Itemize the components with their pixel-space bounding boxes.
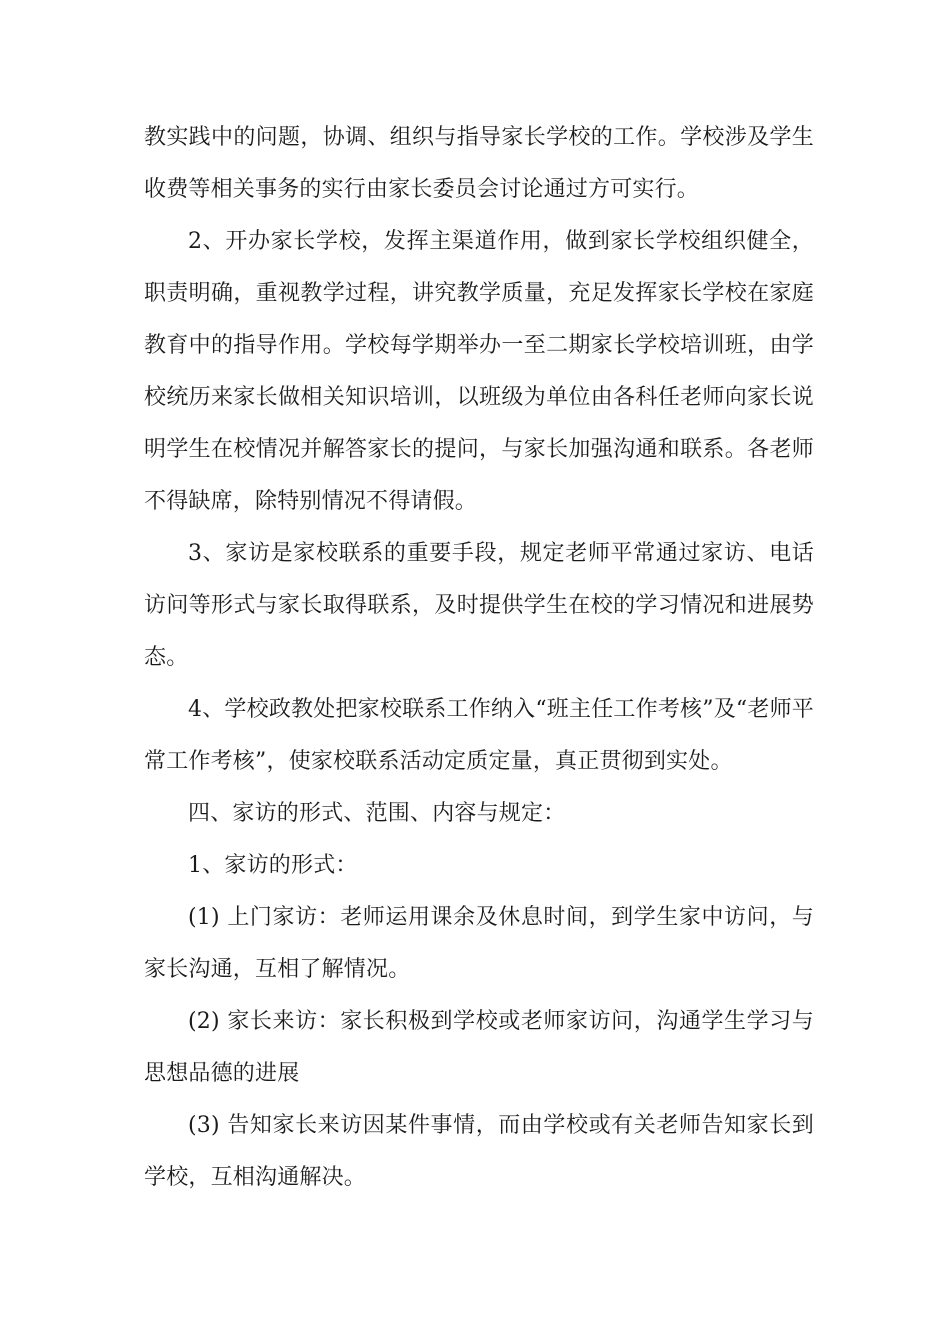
- list-item-1: (1) 上门家访：老师运用课余及休息时间，到学生家中访问，与家长沟通，互相了解情况。: [144, 905, 814, 982]
- list-item-3: (3) 告知家长来访因某件事情，而由学校或有关老师告知家长到学校，互相沟通解决。: [144, 1113, 814, 1190]
- subsection-heading: 1、家访的形式：: [188, 853, 358, 878]
- paragraph-4: 4、学校政教处把家校联系工作纳入“班主任工作考核”及“老师平常工作考核”，使家校联系活动定质定量，真正贯彻到实处。: [144, 697, 814, 774]
- section-heading: 四、家访的形式、范围、内容与规定：: [188, 801, 566, 826]
- paragraph-3: 3、家访是家校联系的重要手段，规定老师平常通过家访、电话访问等形式与家长取得联系，及时提供学生在校的学习情况和进展势态。: [144, 541, 814, 670]
- paragraph-2: 2、开办家长学校，发挥主渠道作用，做到家长学校组织健全，职责明确，重视教学过程，讲究教学质量，充足发挥家长学校在家庭教育中的指导作用。学校每学期举办一至二期家长学校培训班，由学校统历来家长做相关知识培训，以班级为单位由各科任老师向家长说明学生在校情况并解答家长的提问，与家长加强沟通和联系。各老师不得缺席，除特别情况不得请假。: [144, 229, 814, 514]
- document-body: [144, 112, 814, 1204]
- paragraph-1: 教实践中的问题，协调、组织与指导家长学校的工作。学校涉及学生收费等相关事务的实行由家长委员会讨论通过方可实行。: [144, 125, 814, 202]
- list-item-2: (2) 家长来访：家长积极到学校或老师家访问，沟通学生学习与思想品德的进展: [144, 1009, 814, 1086]
